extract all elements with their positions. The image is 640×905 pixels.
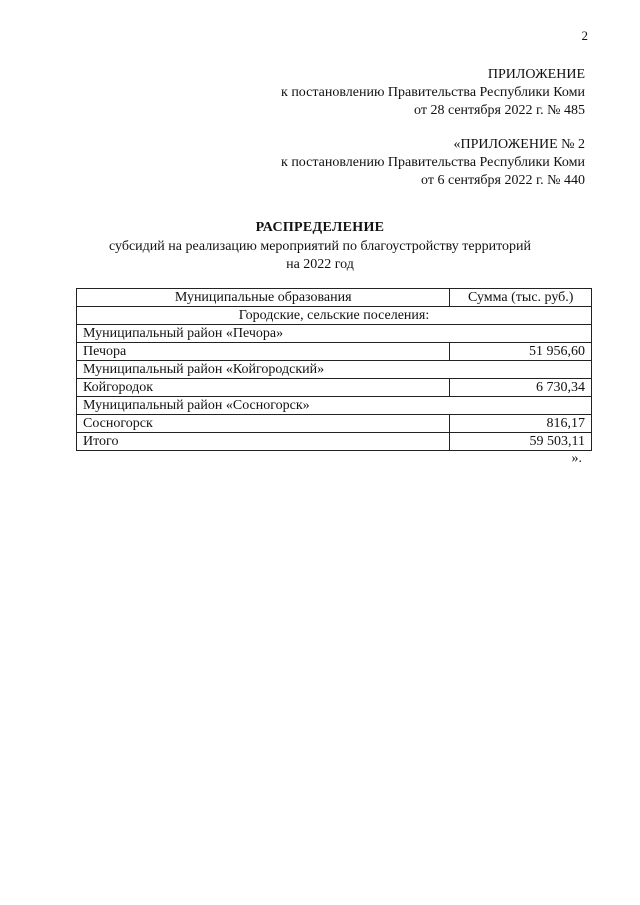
table-total-row [77,433,592,451]
row-name: Печора [77,343,450,361]
table-district-row [77,397,592,415]
section-settlements: Городские, сельские поселения: [77,307,592,325]
distribution-table [76,288,592,451]
row-name: Сосногорск [77,415,450,433]
district-label: Муниципальный район «Койгородский» [77,361,592,379]
row-sum: 51 956,60 [450,343,592,361]
row-sum: 816,17 [450,415,592,433]
table-row [77,343,592,361]
table-row [77,379,592,397]
row-name: Койгородок [77,379,450,397]
attachment-heading: ПРИЛОЖЕНИЕ [487,67,585,82]
header-municipalities: Муниципальные образования [77,289,450,307]
district-label: Муниципальный район «Печора» [77,325,592,343]
attachment-2-resolution-ref: к постановлению Правительства Республики Коми [281,155,585,170]
table-section-row [77,307,592,325]
document-subtitle [0,238,640,274]
table-district-row [77,325,592,343]
subtitle-line-1: субсидий на реализацию мероприятий по благоустройству территорий [108,239,531,254]
total-label: Итого [77,433,450,451]
header-sum: Сумма (тыс. руб.) [450,289,592,307]
page-number: 2 [581,28,588,43]
closing-quote-mark: ». [571,451,582,466]
district-label: Муниципальный район «Сосногорск» [77,397,592,415]
table-district-row [77,361,592,379]
attachment-2-resolution-date: от 6 сентября 2022 г. № 440 [421,173,585,188]
attachment-resolution-date: от 28 сентября 2022 г. № 485 [414,103,585,118]
table-row [77,415,592,433]
table-header-row [77,289,592,307]
attachment-2-heading: «ПРИЛОЖЕНИЕ № 2 [453,137,585,152]
attachment-resolution-ref: к постановлению Правительства Республики Коми [281,85,585,100]
attachment-header [281,66,585,120]
document-title: РАСПРЕДЕЛЕНИЕ [255,220,385,235]
row-sum: 6 730,34 [450,379,592,397]
subtitle-line-2: на 2022 год [286,257,354,272]
total-sum: 59 503,11 [450,433,592,451]
attachment-2-header [281,136,585,190]
